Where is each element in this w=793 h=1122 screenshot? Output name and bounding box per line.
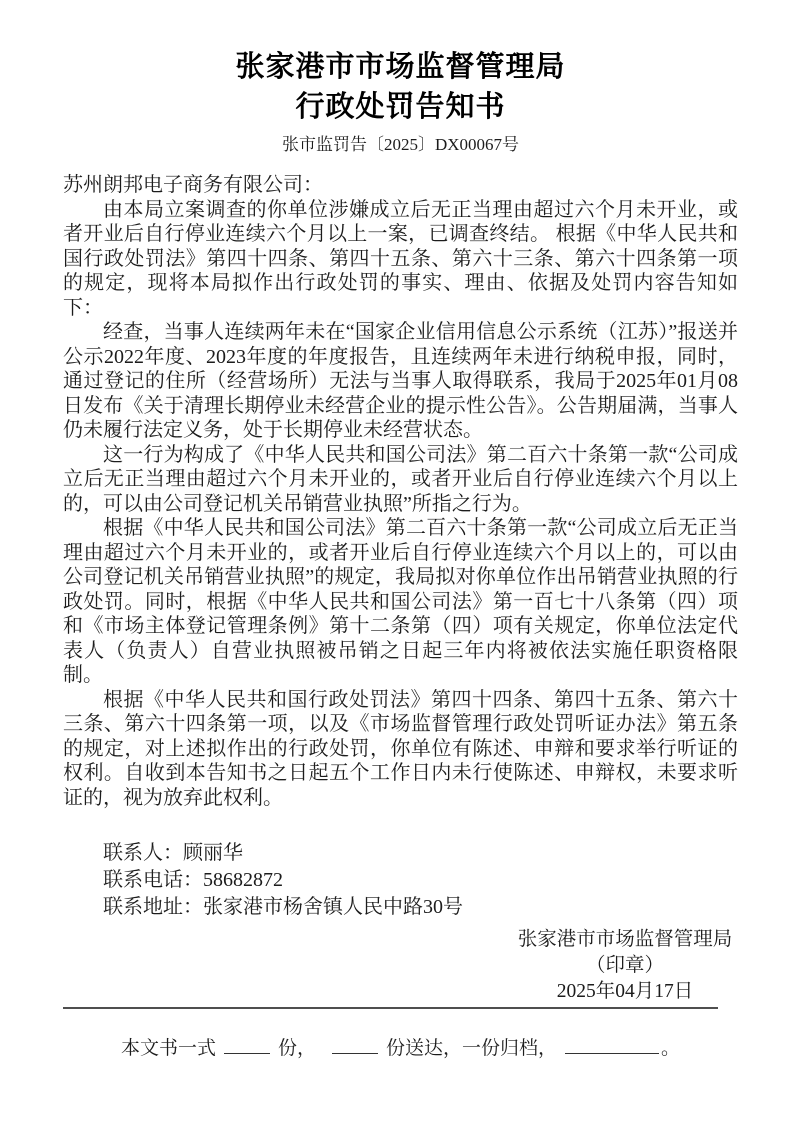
footer-segment: 份， — [277, 1038, 316, 1059]
footer-segment: 本文书一式 — [120, 1038, 216, 1059]
signature-seal-note: （印章） — [585, 955, 664, 976]
contact-phone-value: 58682872 — [203, 869, 283, 891]
contact-person-line — [103, 840, 738, 867]
body-paragraph: 这一行为构成了《中华人民共和国公司法》第二百六十条第一款“公司成立后无正当理由超过六个月未开业的，或者开业后自行停业连续六个月以上的，可以由公司登记机关吊销营业执照”所指之行为。 — [63, 443, 738, 515]
body-paragraph: 根据《中华人民共和国行政处罚法》第四十四条、第四十五条、第六十三条、第六十四条第一项，以及《市场监督管理行政处罚听证办法》第五条的规定，对上述拟作出的行政处罚，你单位有陈述、申辩和要求举行听证的权利。自收到本告知书之日起五个工作日内未行使陈述、申辩权，未要求听证的，视为放弃此权利。 — [63, 688, 738, 809]
contact-block — [103, 840, 738, 921]
signature-date: 2025年04月17日 — [556, 981, 694, 1002]
remark-blank-field — [565, 1039, 659, 1054]
signature-authority: 张家港市市场监督管理局 — [517, 929, 733, 950]
contact-address-line — [103, 894, 738, 921]
signature-block — [511, 927, 739, 1005]
footer-segment: 份送达，一份归档， — [386, 1038, 558, 1059]
document-title: 行政处罚告知书 — [295, 91, 506, 123]
contact-person-label: 联系人： — [103, 842, 183, 864]
document-body — [63, 173, 738, 810]
body-paragraph: 根据《中华人民共和国公司法》第二百六十条第一款“公司成立后无正当理由超过六个月未开业的，或者开业后自行停业连续六个月以上的，可以由公司登记机关吊销营业执照”的规定，我局拟对你单位作出吊销营业执照的行政处罚。同时，根据《中华人民共和国公司法》第一百七十八条第（四）项和《市场主体登记管理条例》第十二条第（四）项有关规定，你单位法定代表人（负责人）自营业执照被吊销之日起三年内将被依法实施任职资格限制。 — [63, 517, 738, 686]
footer-note — [63, 1037, 738, 1061]
delivered-blank-field — [332, 1039, 378, 1054]
recipient-line: 苏州朗邦电子商务有限公司： — [63, 174, 323, 196]
contact-phone-label: 联系电话： — [103, 869, 203, 891]
body-paragraph: 经查，当事人连续两年未在“国家企业信用信息公示系统（江苏）”报送并公示2022年度、2023年度的年度报告，且连续两年未进行纳税申报，同时，通过登记的住所（经营场所）无法与当事人取得联系，我局于2025年01月08日发布《关于清理长期停业未经营企业的提示性公告》。公告期届满，当事人仍未履行法定义务，处于长期停业未经营状态。 — [63, 321, 738, 441]
body-paragraph: 由本局立案调查的你单位涉嫌成立后无正当理由超过六个月未开业，或者开业后自行停业连续六个月以上一案，已调查终结。 根据《中华人民共和国行政处罚法》第四十四条、第四十五条、第六十三条、第六十四条第一项的规定，现将本局拟作出行政处罚的事实、理由、依据及处罚内容告知如下： — [63, 198, 738, 319]
document-number: 张市监罚告〔2025〕DX00067号 — [281, 135, 520, 154]
signature-divider — [63, 1007, 718, 1009]
footer-segment: 。 — [661, 1038, 681, 1059]
contact-address-value: 张家港市杨舍镇人民中路30号 — [203, 896, 463, 918]
contact-phone-line — [103, 867, 738, 894]
copies-blank-field — [224, 1039, 270, 1054]
contact-person-value: 顾丽华 — [183, 842, 243, 864]
contact-address-label: 联系地址： — [103, 896, 203, 918]
authority-title: 张家港市市场监督管理局 — [235, 51, 566, 83]
